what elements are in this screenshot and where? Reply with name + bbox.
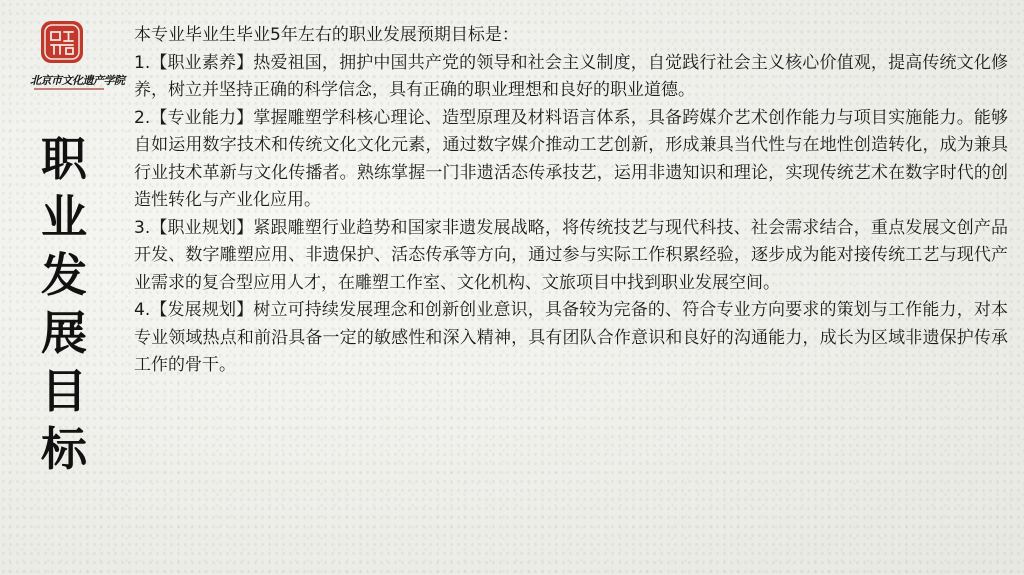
title-char: 业 <box>41 190 87 244</box>
goal-item-development-planning: 4.【发展规划】树立可持续发展理念和创新创业意识，具备较为完备的、符合专业方向要求的策划与工作能力，对本专业领域热点和前沿具备一定的敏感性和深入精神，具有团队合作意识和良好的沟通能力，成长为区域非遗保护传承工作的骨干。 <box>134 300 1008 375</box>
title-char: 标 <box>41 422 87 476</box>
title-char: 目 <box>41 364 87 418</box>
title-char: 职 <box>41 132 87 186</box>
red-seal-stamp-icon <box>40 20 84 64</box>
goal-item-professional-quality: 1.【职业素养】热爱祖国，拥护中国共产党的领导和社会主义制度，自觉践行社会主义核心价值观，提高传统文化修养，树立并坚持正确的科学信念，具有正确的职业理想和良好的职业道德。 <box>134 52 1008 100</box>
goal-item-professional-ability: 2.【专业能力】掌握雕塑学科核心理论、造型原理及材料语言体系，具备跨媒介艺术创作能力与项目实施能力。能够自如运用数字技术和传统文化文化元素，通过数字媒介推动工艺创新，形成兼具当代性与在地性创造转化，成为兼具行业技术革新与文化传播者。熟练掌握一门非遗活态传承技艺，运用非遗知识和理论，实现传统艺术在数字时代的创造性转化与产业化应用。 <box>134 107 1008 210</box>
content-body <box>134 22 1008 380</box>
page-title <box>34 130 94 478</box>
goal-item-career-planning: 3.【职业规划】紧跟雕塑行业趋势和国家非遗发展战略，将传统技艺与现代科技、社会需求结合，重点发展文创产品开发、数字雕塑应用、非遗保护、活态传承等方向，通过参与实际工作积累经验，逐步成为能对接传统工艺与现代产业需求的复合型应用人才，在雕塑工作室、文化机构、文旅项目中找到职业发展空间。 <box>134 217 1008 293</box>
school-name-underline <box>34 88 104 90</box>
title-char: 展 <box>41 306 87 360</box>
title-char: 发 <box>41 248 87 302</box>
intro-text: 本专业毕业生毕业5年左右的职业发展预期目标是： <box>134 25 519 45</box>
school-name: 北京市文化遗产学院 <box>30 74 125 87</box>
